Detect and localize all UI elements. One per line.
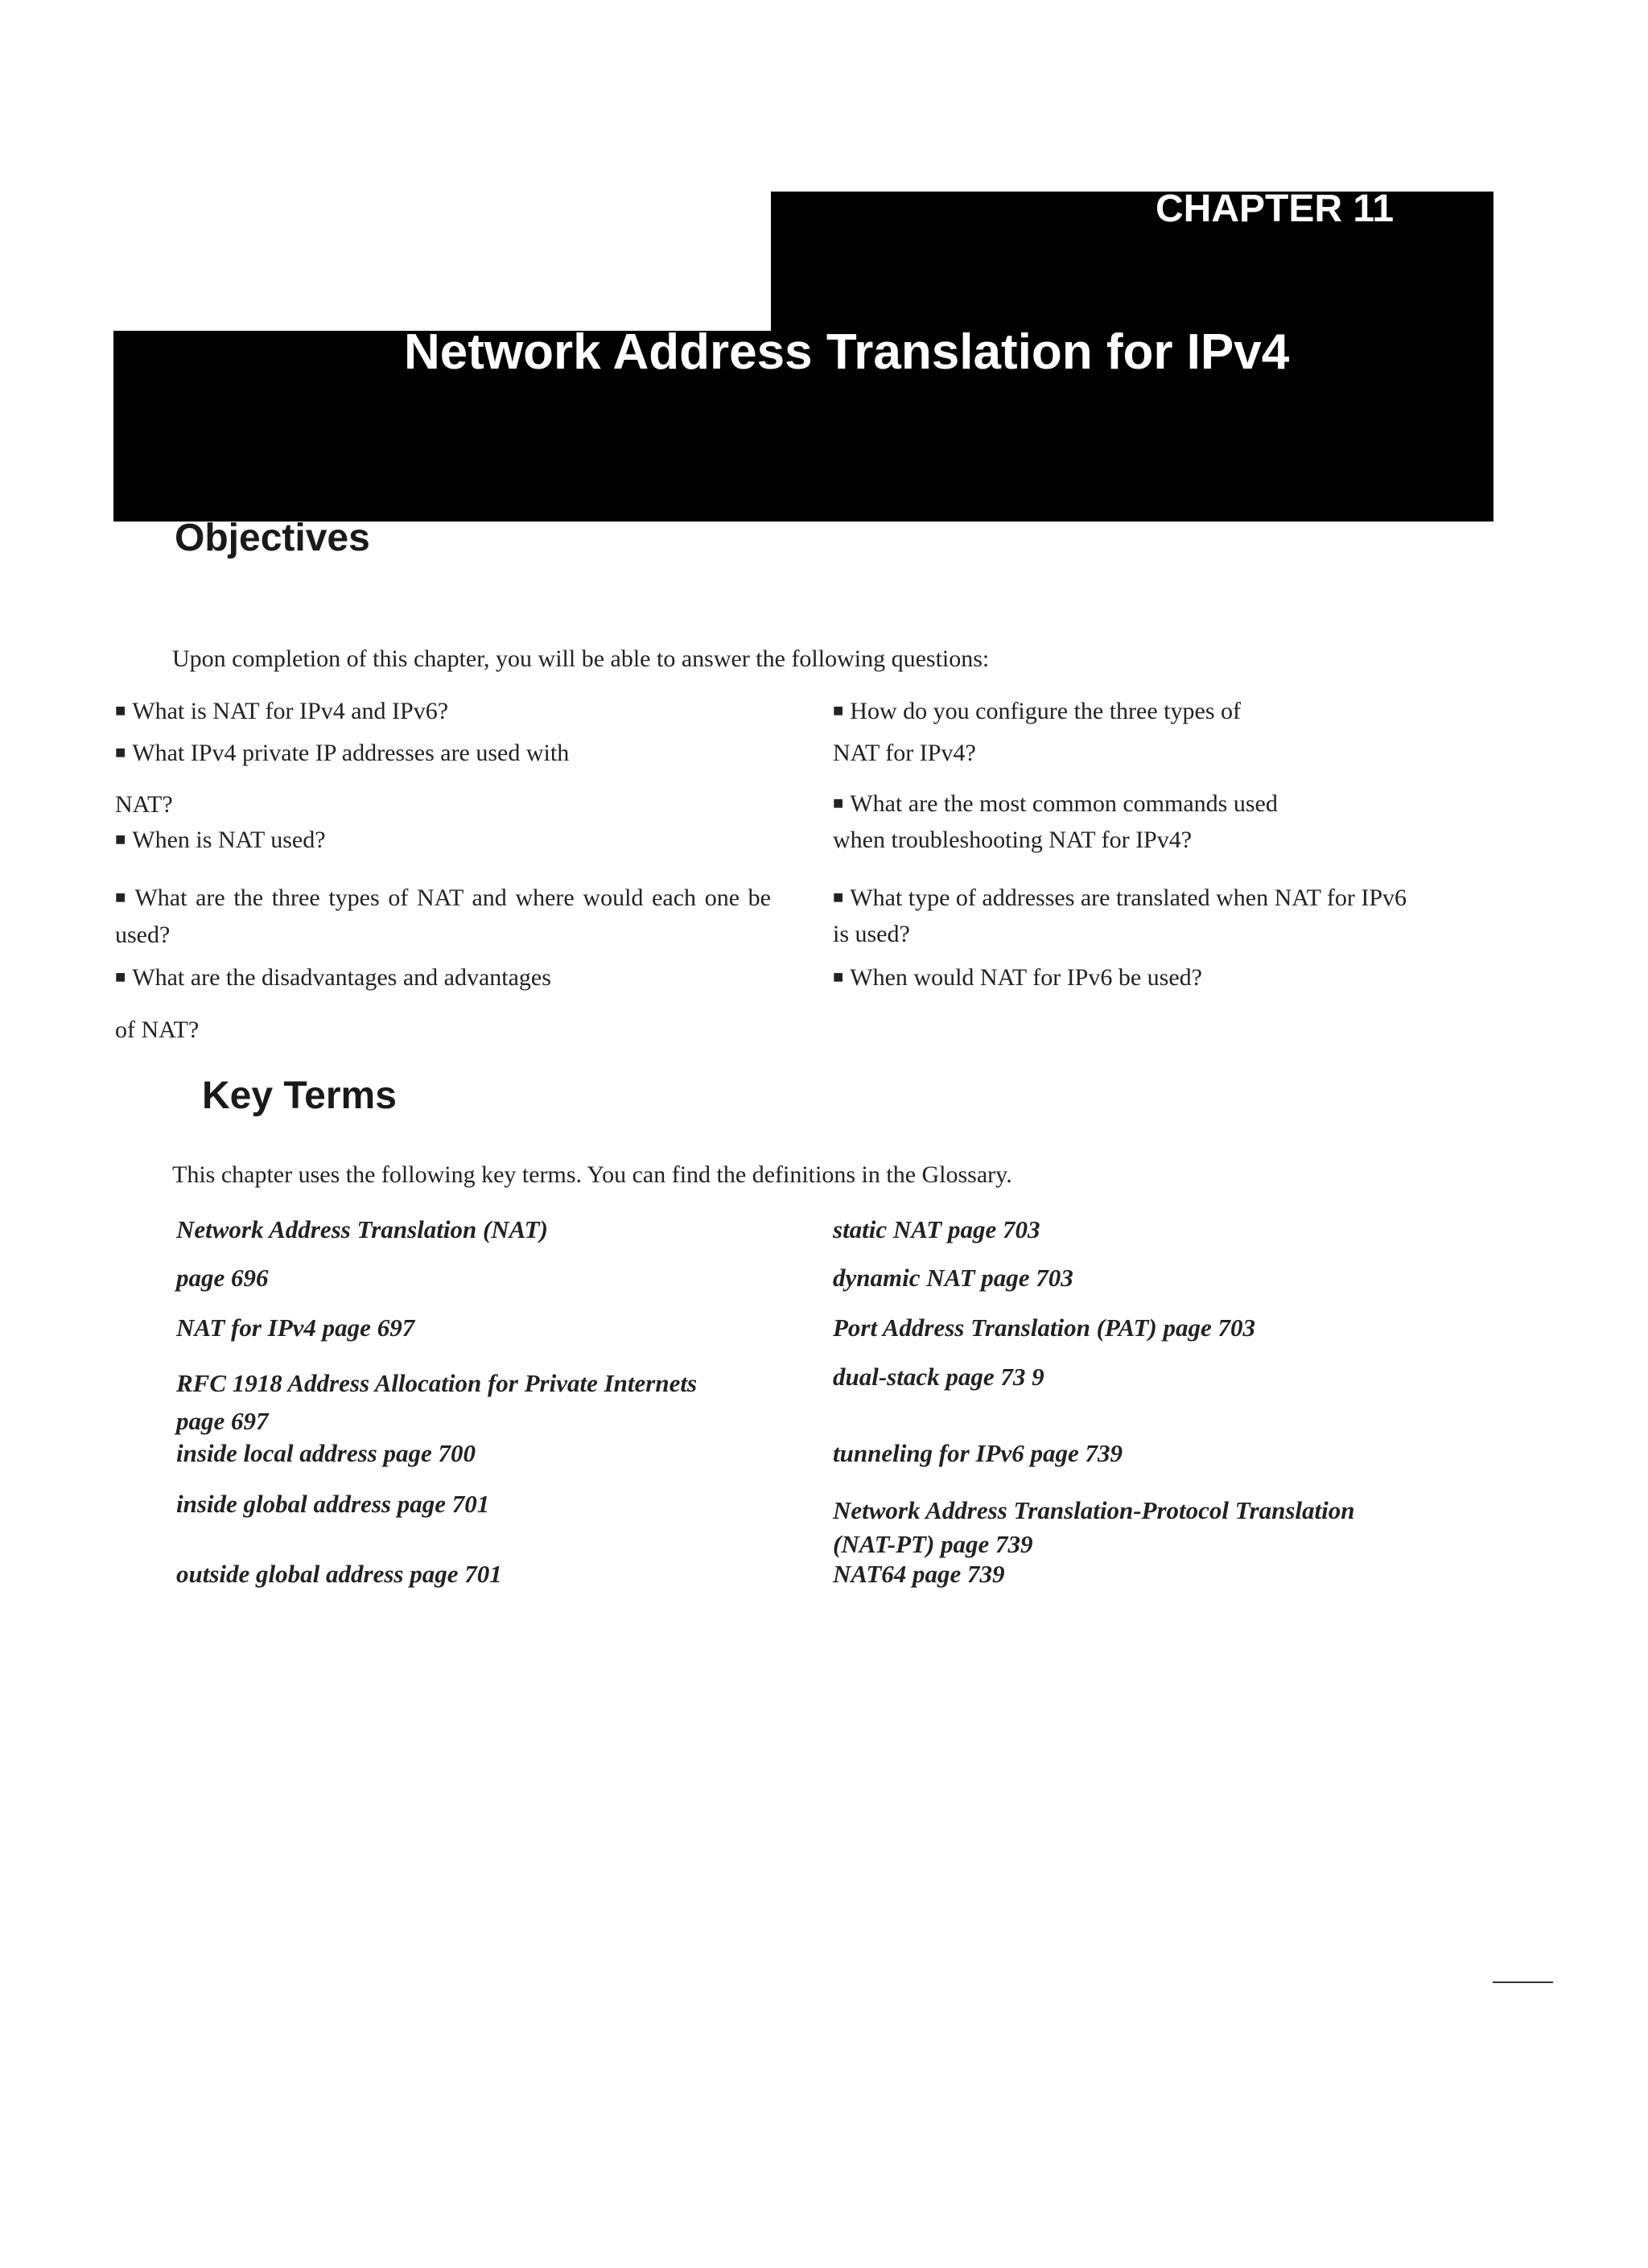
key-term-cont: page 696	[176, 1264, 269, 1292]
objective-item-cont: is used?	[833, 921, 910, 947]
objective-item: ■ When is NAT used?	[115, 823, 326, 860]
key-term: NAT64 page 739	[833, 1560, 1005, 1588]
key-term: outside global address page 701	[176, 1560, 502, 1588]
objective-item-cont: NAT?	[115, 791, 173, 818]
objective-item: ■ How do you configure the three types of	[833, 694, 1241, 731]
objective-item: ■ What is NAT for IPv4 and IPv6?	[115, 694, 448, 731]
page-number-rule	[1493, 1981, 1553, 1983]
key-term: inside global address page 701	[176, 1490, 490, 1518]
objective-item-cont: when troubleshooting NAT for IPv4?	[833, 827, 1193, 853]
chapter-title: Network Address Translation for IPv4	[404, 324, 1290, 380]
objective-item: ■ What are the three types of NAT and where would each one be used?	[115, 880, 771, 953]
key-terms-intro: This chapter uses the following key terms. You can find the definitions in the Glossary.	[172, 1161, 1012, 1188]
objectives-intro: Upon completion of this chapter, you will be able to answer the following questions:	[172, 645, 990, 672]
objective-item: ■ What type of addresses are translated when NAT for IPv6	[833, 880, 1407, 918]
objectives-heading: Objectives	[175, 517, 370, 559]
chapter-label: CHAPTER 11	[1156, 188, 1395, 230]
objective-item-cont: NAT for IPv4?	[833, 740, 976, 766]
objective-item: ■ What are the most common commands used	[833, 786, 1278, 823]
key-term: Port Address Translation (PAT) page 703	[833, 1313, 1256, 1342]
objective-item: ■ What IPv4 private IP addresses are used with	[115, 736, 569, 773]
key-term: Network Address Translation (NAT)	[176, 1215, 548, 1243]
key-term: NAT for IPv4 page 697	[176, 1313, 415, 1342]
objective-item: ■ When would NAT for IPv6 be used?	[833, 960, 1202, 997]
key-term-cont: (NAT-PT) page 739	[833, 1530, 1033, 1558]
key-term: RFC 1918 Address Allocation for Private Internets	[176, 1369, 698, 1397]
key-term: dual-stack page 73 9	[833, 1363, 1044, 1391]
key-term: Network Address Translation-Protocol Translation	[833, 1496, 1355, 1524]
objective-item: ■ What are the disadvantages and advantages	[115, 960, 551, 997]
key-term: static NAT page 703	[833, 1215, 1040, 1243]
objective-item-cont: of NAT?	[115, 1016, 200, 1043]
key-term: dynamic NAT page 703	[833, 1264, 1073, 1292]
key-term-cont: page 697	[176, 1407, 269, 1435]
key-term: inside local address page 700	[176, 1439, 476, 1467]
key-terms-heading: Key Terms	[202, 1074, 397, 1117]
key-term: tunneling for IPv6 page 739	[833, 1439, 1123, 1467]
